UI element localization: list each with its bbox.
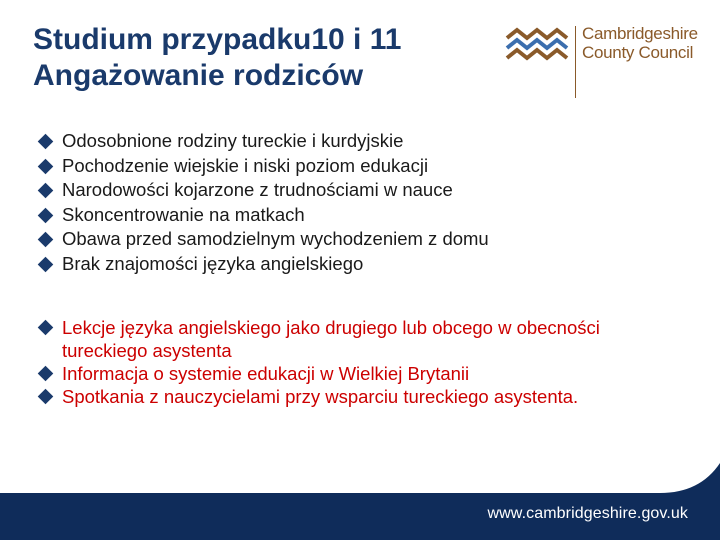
list-item: Spotkania z nauczycielami przy wsparciu tureckiego asystenta. xyxy=(40,385,610,408)
slide-title xyxy=(33,22,503,94)
diamond-bullet-icon xyxy=(38,389,54,405)
list-item: Narodowości kojarzone z trudnościami w nauce xyxy=(40,178,610,203)
context-bullet-list xyxy=(40,129,610,277)
diamond-bullet-icon xyxy=(38,183,54,199)
title-line-2: Angażowanie rodziców xyxy=(33,59,364,92)
footer-bar xyxy=(0,493,720,540)
council-logo xyxy=(505,24,705,99)
list-item: Brak znajomości języka angielskiego xyxy=(40,252,610,277)
footer-url: www.cambridgeshire.gov.uk xyxy=(487,505,688,522)
logo-name-line-1: Cambridgeshire xyxy=(582,24,698,43)
title-line-1: Studium przypadku10 i 11 xyxy=(33,23,402,56)
diamond-bullet-icon xyxy=(38,134,54,150)
diamond-bullet-icon xyxy=(38,366,54,382)
logo-name-line-2: County Council xyxy=(582,43,694,62)
diamond-bullet-icon xyxy=(38,232,54,248)
diamond-bullet-icon xyxy=(38,208,54,224)
diamond-bullet-icon xyxy=(38,257,54,273)
diamond-bullet-icon xyxy=(38,320,54,336)
list-item: Pochodzenie wiejskie i niski poziom edukacji xyxy=(40,154,610,179)
list-item: Obawa przed samodzielnym wychodzeniem z domu xyxy=(40,227,610,252)
footer-accent-shape xyxy=(0,458,720,494)
list-item: Skoncentrowanie na matkach xyxy=(40,203,610,228)
list-item: Lekcje języka angielskiego jako drugiego lub obcego w obecności tureckiego asystenta xyxy=(40,316,610,362)
logo-text xyxy=(582,24,698,62)
diamond-bullet-icon xyxy=(38,158,54,174)
list-item: Informacja o systemie edukacji w Wielkiej Brytanii xyxy=(40,362,610,385)
actions-bullet-list xyxy=(40,316,610,408)
logo-wave-icon xyxy=(505,24,573,68)
logo-divider xyxy=(575,26,576,98)
list-item: Odosobnione rodziny tureckie i kurdyjskie xyxy=(40,129,610,154)
